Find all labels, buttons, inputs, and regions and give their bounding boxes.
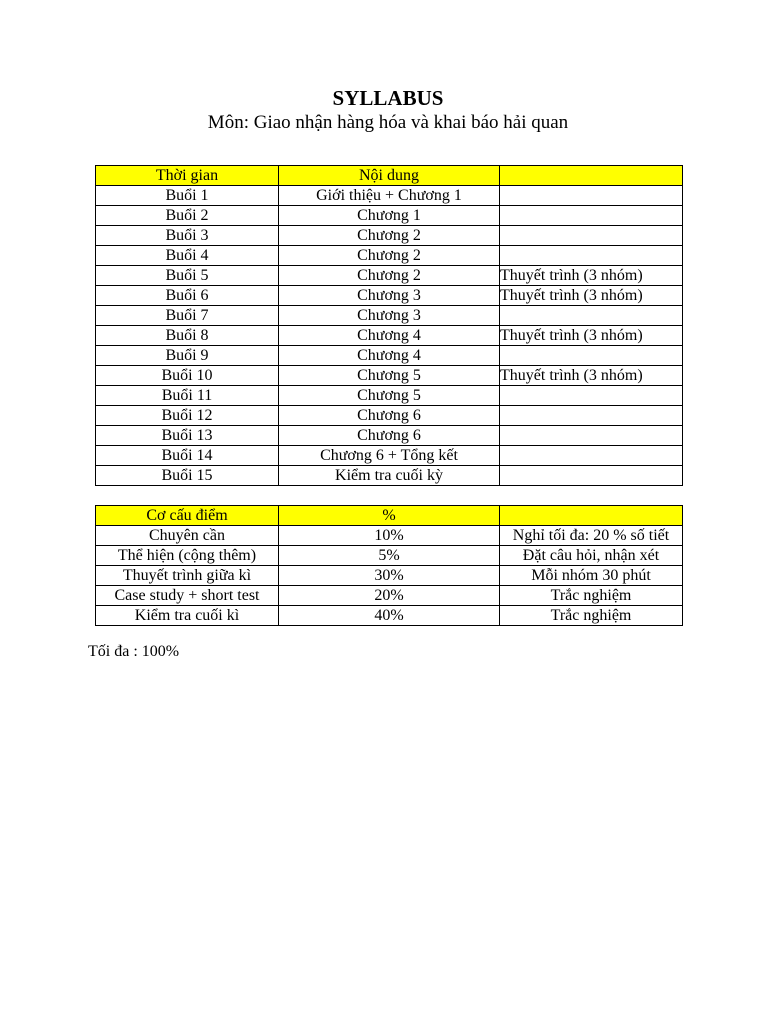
schedule-table-body [96, 166, 683, 486]
table-cell: Chương 2 [279, 246, 500, 266]
table-row [96, 226, 683, 246]
table-cell: Chương 4 [279, 326, 500, 346]
table-cell: Chương 6 + Tổng kết [279, 446, 500, 466]
table-cell: Chương 1 [279, 206, 500, 226]
document-subtitle: Môn: Giao nhận hàng hóa và khai báo hải quan [207, 112, 569, 133]
table-cell: Thuyết trình (3 nhóm) [500, 366, 683, 386]
table-cell: Thể hiện (cộng thêm) [96, 546, 279, 566]
table-cell: 10% [279, 526, 500, 546]
table-cell: Buổi 9 [96, 346, 279, 366]
table-cell [500, 346, 683, 366]
table-cell: 5% [279, 546, 500, 566]
table-row [96, 586, 683, 606]
table-row [96, 466, 683, 486]
table-row [96, 306, 683, 326]
table-cell: Thuyết trình (3 nhóm) [500, 326, 683, 346]
table-cell [500, 446, 683, 466]
table-cell: Mỗi nhóm 30 phút [500, 566, 683, 586]
document-title: SYLLABUS [332, 86, 444, 110]
table-cell: Buổi 3 [96, 226, 279, 246]
table-row [96, 446, 683, 466]
schedule-table [95, 165, 683, 486]
table-cell: Buổi 10 [96, 366, 279, 386]
table-cell: Buổi 1 [96, 186, 279, 206]
table-cell: Buổi 11 [96, 386, 279, 406]
table-cell: Buổi 8 [96, 326, 279, 346]
table-row [96, 406, 683, 426]
table-row [96, 606, 683, 626]
table-row [96, 366, 683, 386]
table-row [96, 206, 683, 226]
schedule-header-cell: Thời gian [96, 166, 279, 186]
table-row [96, 326, 683, 346]
table-row [96, 246, 683, 266]
table-cell [500, 186, 683, 206]
table-row [96, 566, 683, 586]
table-row [96, 526, 683, 546]
table-cell: Trắc nghiệm [500, 606, 683, 626]
table-cell [500, 226, 683, 246]
table-cell: Đặt câu hỏi, nhận xét [500, 546, 683, 566]
grading-header-row [96, 506, 683, 526]
table-cell: Chương 6 [279, 426, 500, 446]
schedule-header-cell: Nội dung [279, 166, 500, 186]
table-row [96, 186, 683, 206]
total-note: Tối đa : 100% [88, 643, 180, 660]
table-cell [500, 426, 683, 446]
table-cell: Kiểm tra cuối kỳ [279, 466, 500, 486]
grading-table-body [96, 506, 683, 626]
table-row [96, 286, 683, 306]
table-cell: Buổi 13 [96, 426, 279, 446]
table-row [96, 266, 683, 286]
table-cell: Chương 4 [279, 346, 500, 366]
table-cell [500, 406, 683, 426]
table-cell: Buổi 15 [96, 466, 279, 486]
table-cell: Chương 2 [279, 226, 500, 246]
table-cell: Giới thiệu + Chương 1 [279, 186, 500, 206]
grading-header-cell: % [279, 506, 500, 526]
table-row [96, 426, 683, 446]
table-cell: Chương 5 [279, 366, 500, 386]
table-cell: Thuyết trình (3 nhóm) [500, 266, 683, 286]
table-cell: Thuyết trình (3 nhóm) [500, 286, 683, 306]
table-cell: Trắc nghiệm [500, 586, 683, 606]
grading-header-cell [500, 506, 683, 526]
table-cell [500, 306, 683, 326]
table-row [96, 346, 683, 366]
table-cell: Nghỉ tối đa: 20 % số tiết [500, 526, 683, 546]
table-cell: Chuyên cần [96, 526, 279, 546]
grading-table [95, 505, 683, 626]
table-cell: 40% [279, 606, 500, 626]
table-cell: Chương 2 [279, 266, 500, 286]
table-cell: Kiểm tra cuối kì [96, 606, 279, 626]
table-cell: Buổi 4 [96, 246, 279, 266]
table-cell: Buổi 7 [96, 306, 279, 326]
schedule-header-row [96, 166, 683, 186]
table-cell: Case study + short test [96, 586, 279, 606]
grading-header-cell: Cơ cấu điểm [96, 506, 279, 526]
table-cell: Chương 6 [279, 406, 500, 426]
table-cell: Buổi 2 [96, 206, 279, 226]
table-row [96, 386, 683, 406]
table-cell: 20% [279, 586, 500, 606]
table-cell: Chương 5 [279, 386, 500, 406]
schedule-header-cell [500, 166, 683, 186]
table-cell: Buổi 12 [96, 406, 279, 426]
table-row [96, 546, 683, 566]
table-cell [500, 386, 683, 406]
table-cell: Chương 3 [279, 286, 500, 306]
table-cell: 30% [279, 566, 500, 586]
table-cell [500, 206, 683, 226]
table-cell: Buổi 6 [96, 286, 279, 306]
table-cell: Thuyết trình giữa kì [96, 566, 279, 586]
table-cell: Chương 3 [279, 306, 500, 326]
table-cell: Buổi 5 [96, 266, 279, 286]
table-cell [500, 466, 683, 486]
table-cell [500, 246, 683, 266]
table-cell: Buổi 14 [96, 446, 279, 466]
